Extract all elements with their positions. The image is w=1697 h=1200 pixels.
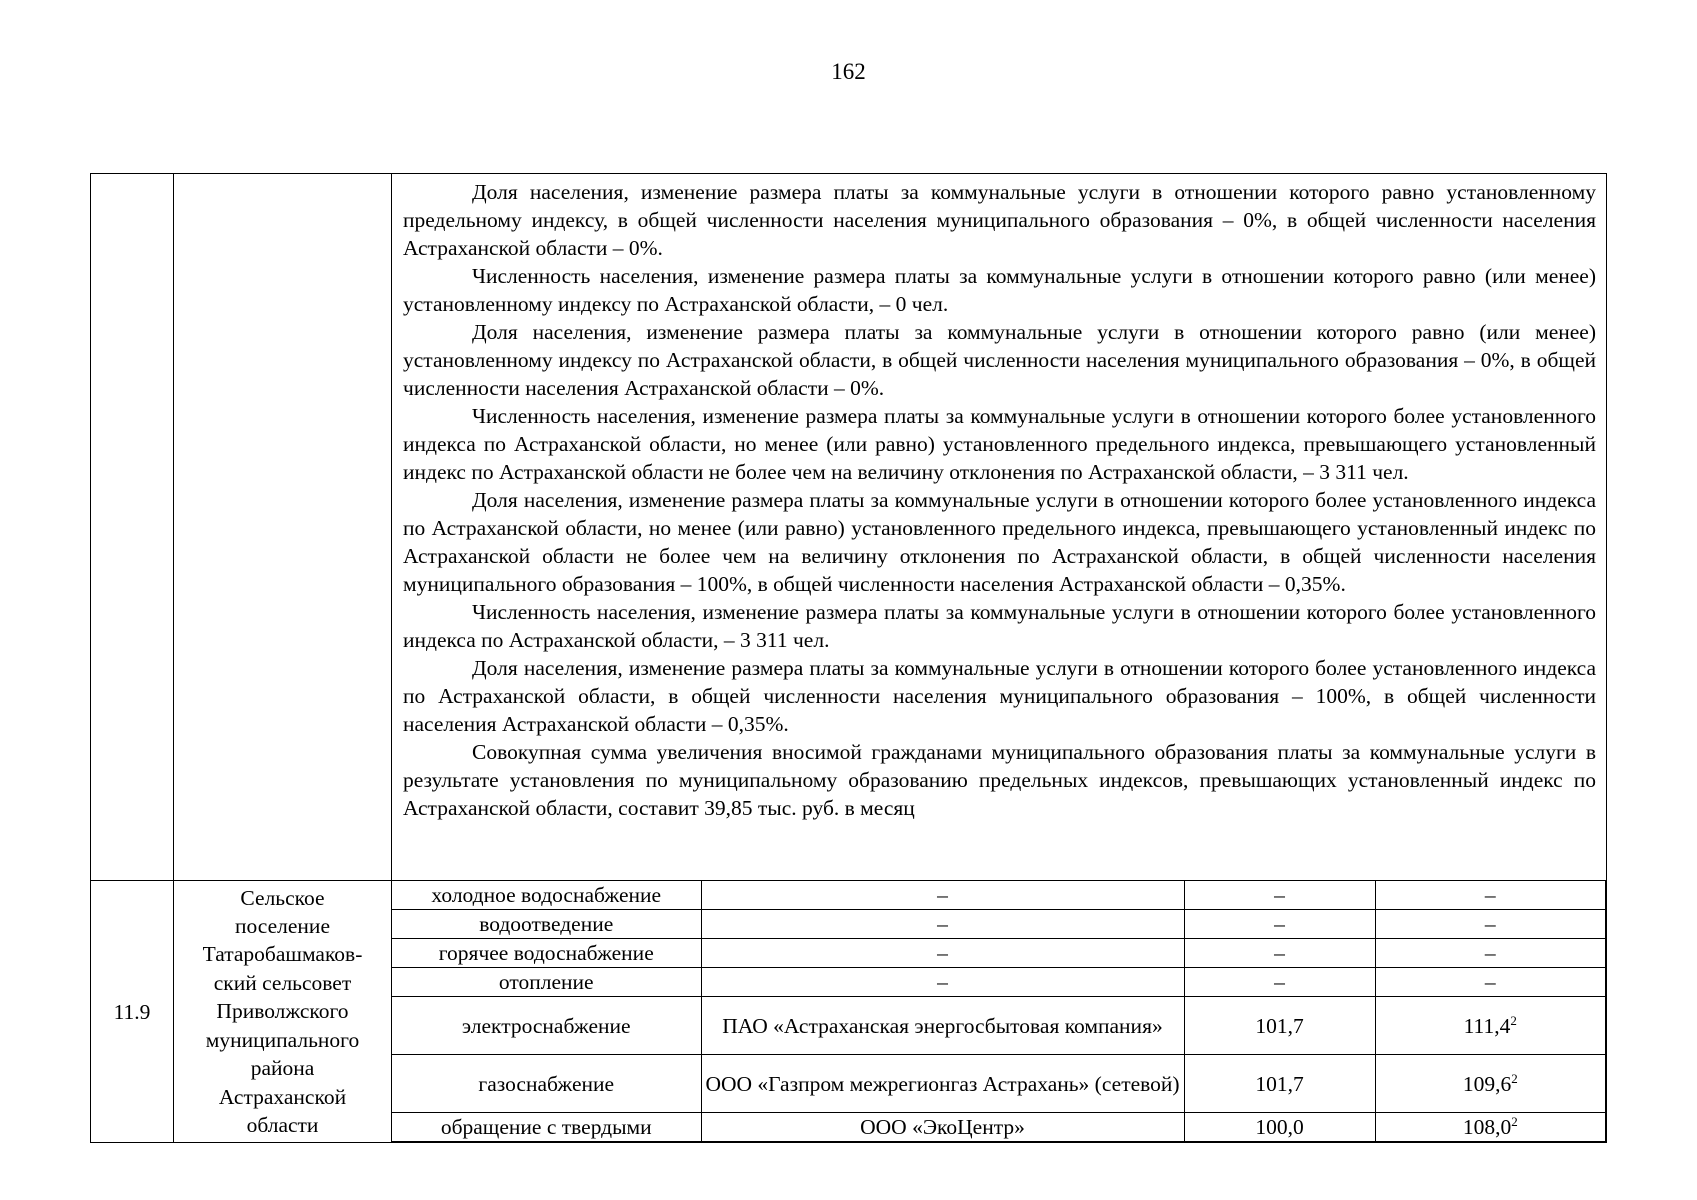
analysis-text-cell (392, 174, 1607, 881)
municipality-cell-empty (174, 174, 392, 881)
row-number-cell-empty (91, 174, 174, 881)
services-table (392, 881, 1606, 1142)
municipality-line: поселение (235, 914, 330, 939)
index-value: 100,0 (1184, 1113, 1375, 1142)
municipality-line: Астраханской (218, 1084, 347, 1109)
service-row (392, 1113, 1606, 1142)
limit-index-value: – (1375, 939, 1606, 968)
paragraph: Численность населения, изменение размера платы за коммунальные услуги в отношении которого более установленного индекса по Астраханской области, – 3 311 чел. (403, 600, 1596, 652)
paragraph: Совокупная сумма увеличения вносимой гражданами муниципального образования платы за коммунальные услуги в результате установления по муниципальному образованию предельных индексов, превышающих установленный индекс по Астраханской области, составит 39,85 тыс. руб. в месяц (403, 740, 1596, 820)
service-row (392, 939, 1606, 968)
municipality-line: области (246, 1112, 319, 1137)
municipality-line: Татаробашмаков- (202, 942, 363, 967)
index-value: – (1184, 881, 1375, 910)
municipality-line: района (250, 1056, 315, 1081)
limit-index-value (1375, 1055, 1606, 1113)
service-row (392, 910, 1606, 939)
limit-index-value (1375, 997, 1606, 1055)
footnote-mark: 2 (1511, 1114, 1518, 1129)
service-name: отопление (392, 968, 701, 997)
paragraph: Доля населения, изменение размера платы за коммунальные услуги в отношении которого равно установленному предельному индексу, в общей численности населения муниципального образования – 0%, в общей численности населения Астраханской области – 0%. (403, 180, 1596, 260)
footnote-mark: 2 (1510, 1012, 1517, 1028)
limit-index-value: – (1375, 910, 1606, 939)
service-row (392, 968, 1606, 997)
service-provider: – (701, 968, 1184, 997)
row-number: 11.9 (91, 881, 174, 1143)
municipality-line: ский сельсовет (213, 970, 352, 995)
service-provider: ООО «Газпром межрегионгаз Астрахань» (сетевой) (701, 1055, 1184, 1113)
page-number: 162 (831, 59, 866, 84)
service-provider: – (701, 881, 1184, 910)
index-value: – (1184, 939, 1375, 968)
service-name: обращение с твердыми (392, 1113, 701, 1142)
service-provider: – (701, 939, 1184, 968)
footnote-mark: 2 (1511, 1070, 1518, 1086)
tariff-table (90, 173, 1607, 1143)
service-name: горячее водоснабжение (392, 939, 701, 968)
limit-index-value: – (1375, 881, 1606, 910)
service-name: газоснабжение (392, 1055, 701, 1113)
limit-index-value (1375, 1113, 1606, 1142)
limit-index-value: – (1375, 968, 1606, 997)
paragraph: Доля населения, изменение размера платы за коммунальные услуги в отношении которого более установленного индекса по Астраханской области, в общей численности населения муниципального образования – 100%, в общей численности населения Астраханской области – 0,35%. (403, 656, 1596, 736)
service-provider: ООО «ЭкоЦентр» (701, 1113, 1184, 1142)
continuation-row (91, 174, 1607, 881)
service-provider: – (701, 910, 1184, 939)
municipality-line: муниципального (205, 1027, 360, 1052)
service-name: водоотведение (392, 910, 701, 939)
service-row (392, 881, 1606, 910)
municipality-line: Сельское (240, 885, 325, 910)
index-value: – (1184, 910, 1375, 939)
limit-value: 109,6 (1462, 1071, 1512, 1096)
paragraph: Численность населения, изменение размера платы за коммунальные услуги в отношении которого более установленного индекса по Астраханской области, но менее (или равно) установленного предельного индекса, превышающего установленный индекс по Астраханской области не более чем на величину отклонения по Астраханской области, – 3 311 чел. (403, 404, 1596, 484)
service-row (392, 1055, 1606, 1113)
municipality-line: Приволжского (216, 999, 349, 1024)
service-name: холодное водоснабжение (392, 881, 701, 910)
index-value: 101,7 (1184, 1055, 1375, 1113)
paragraph: Численность населения, изменение размера платы за коммунальные услуги в отношении которого равно (или менее) установленному индексу по Астраханской области, – 0 чел. (403, 264, 1596, 316)
limit-value: 111,4 (1463, 1013, 1511, 1038)
services-cell (392, 881, 1607, 1143)
limit-value: 108,0 (1462, 1115, 1512, 1139)
municipality-name (174, 881, 392, 1143)
service-row (392, 997, 1606, 1055)
row-11-9 (91, 881, 1607, 1143)
index-value: – (1184, 968, 1375, 997)
paragraph: Доля населения, изменение размера платы за коммунальные услуги в отношении которого равно (или менее) установленному индексу по Астраханской области, в общей численности населения муниципального образования – 0%, в общей численности населения Астраханской области – 0%. (403, 320, 1596, 400)
service-provider: ПАО «Астраханская энергосбытовая компания» (701, 997, 1184, 1055)
index-value: 101,7 (1184, 997, 1375, 1055)
service-name: электроснабжение (392, 997, 701, 1055)
paragraph: Доля населения, изменение размера платы за коммунальные услуги в отношении которого более установленного индекса по Астраханской области, но менее (или равно) установленного предельного индекса, превышающего установленный индекс по Астраханской области не более чем на величину отклонения по Астраханской области, в общей численности населения муниципального образования – 100%, в общей численности населения Астраханской области – 0,35%. (403, 488, 1596, 596)
